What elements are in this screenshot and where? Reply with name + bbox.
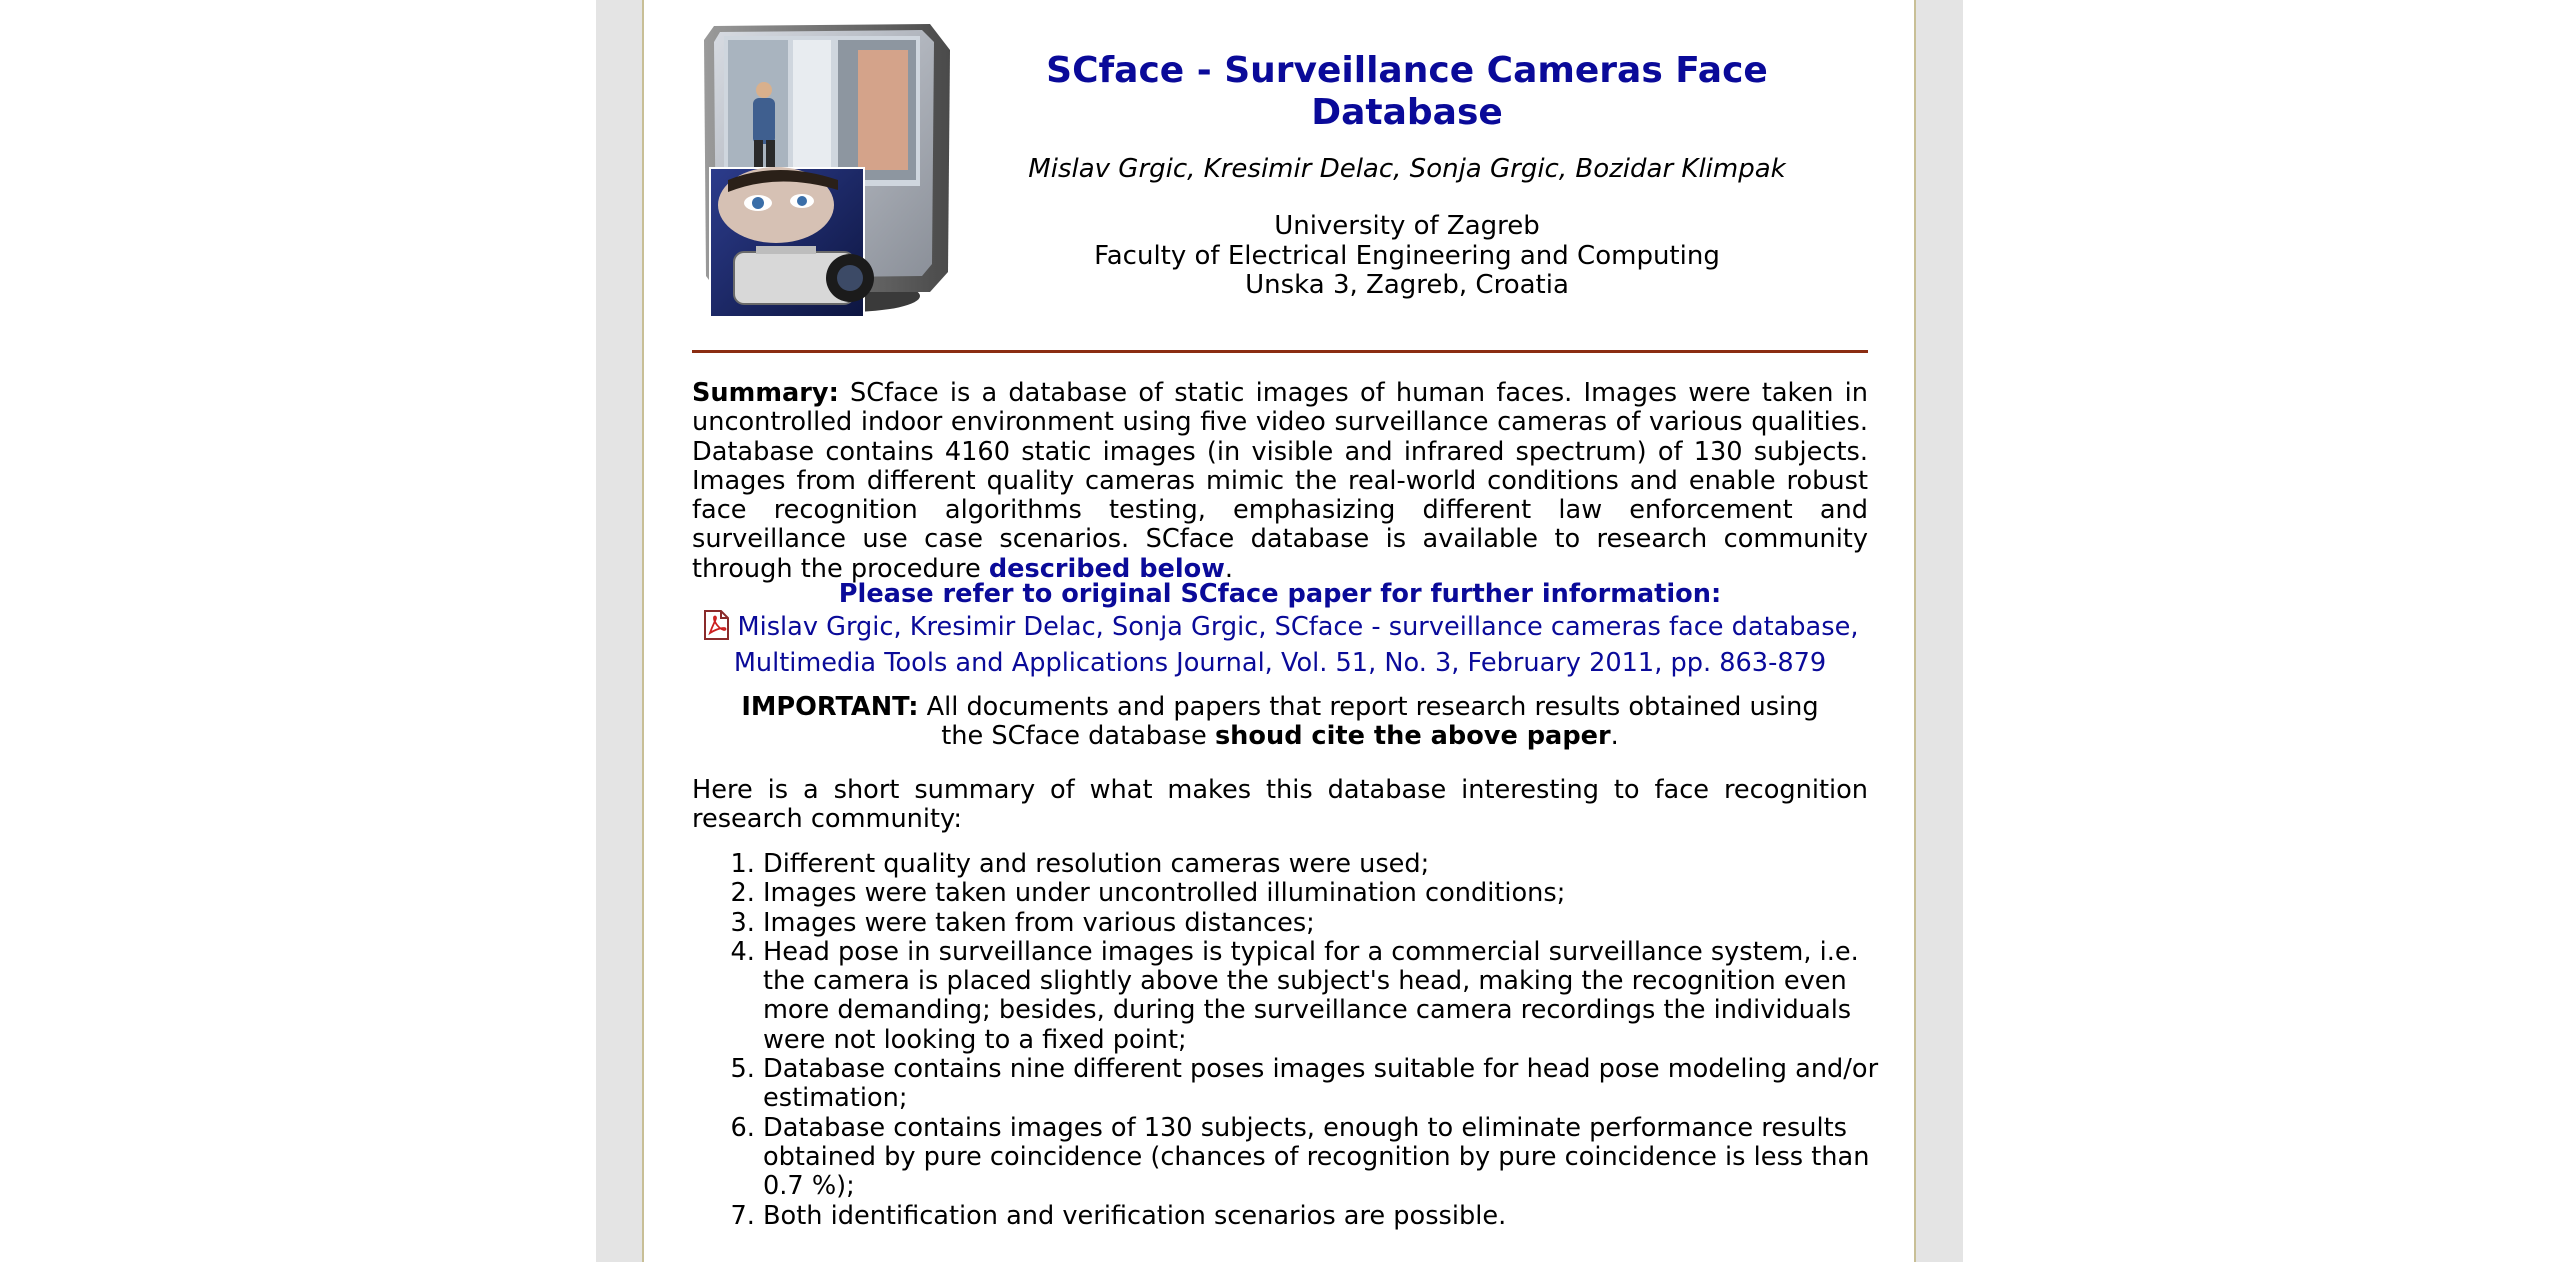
affiliation-university: University of Zagreb — [1274, 211, 1540, 241]
reference-heading: Please refer to original SCface paper for further information: — [838, 579, 1722, 609]
list-item: 3. Images were taken from various distances; — [763, 909, 1939, 938]
important-bold: shoud cite the above paper — [1214, 721, 1611, 752]
header-divider — [692, 350, 1868, 353]
paper-citation-line-1[interactable]: Mislav Grgic, Kresimir Delac, Sonja Grgic, SCface - surveillance cameras face database, — [737, 612, 1859, 642]
list-item: 1. Different quality and resolution cameras were used; — [763, 850, 1939, 879]
summary-label: Summary: — [692, 378, 839, 408]
list-item: 7. Both identification and verification scenarios are possible. — [763, 1202, 1939, 1231]
page-title: SCface - Surveillance Cameras Face Database — [1046, 50, 1768, 133]
list-item: 6. Database contains images of 130 subjects, enough to eliminate performance results obtained by pure coincidence (chances of recognition by pure coincidence is less than 0.7 %); — [763, 1114, 1939, 1202]
list-item: 4. Head pose in surveillance images is typical for a commercial surveillance system, i.e. the camera is placed slightly above the subject's head, making the recognition even more demanding; besides, during the surveillance camera recordings the individuals were not looking to a fixed point; — [763, 938, 1939, 1055]
summary-end: . — [1224, 553, 1234, 584]
important-line-1 — [692, 693, 1868, 722]
affiliation-address: Unska 3, Zagreb, Croatia — [1245, 270, 1569, 300]
surveillance-camera-collage-icon — [698, 20, 952, 316]
authors: Mislav Grgic, Kresimir Delac, Sonja Grgic, Bozidar Klimpak — [1028, 154, 1786, 184]
intro-paragraph: Here is a short summary of what makes this database interesting to face recognition research community: — [692, 775, 1868, 835]
list-item: 5. Database contains nine different poses images suitable for head pose modeling and/or estimation; — [763, 1055, 1939, 1114]
important-line-2 — [692, 722, 1868, 751]
important-text-1: All documents and papers that report research results obtained using — [918, 692, 1819, 722]
page-frame — [642, 0, 1916, 1262]
summary-text: SCface is a database of static images of human faces. Images were taken in uncontrolled indoor environment using five video surveillance cameras of various qualities. Database contains 4160 static images (in visible and infrared spectrum) of 130 subjects. Images from different quality cameras mimic the real-world conditions and enable robust face recognition algorithms testing, emphasizing different law enforcement and surveillance use case scenarios. SCface database is available to research community through the procedure — [692, 378, 1868, 584]
described-below-link[interactable]: described below — [988, 553, 1225, 584]
affiliation-faculty: Faculty of Electrical Engineering and Computing — [1094, 240, 1720, 271]
paper-citation-line-2[interactable]: Multimedia Tools and Applications Journal, Vol. 51, No. 3, February 2011, pp. 863-879 — [733, 648, 1827, 678]
summary-paragraph — [692, 379, 1868, 584]
page-header — [992, 0, 1822, 301]
pdf-icon[interactable] — [702, 610, 730, 648]
important-text-2: the SCface database — [941, 721, 1215, 752]
important-label: IMPORTANT: — [741, 692, 919, 722]
feature-list — [692, 850, 1939, 1231]
affiliation — [992, 212, 1822, 301]
paper-link[interactable] — [692, 610, 1868, 648]
paper-reference — [692, 579, 1868, 679]
important-notice — [692, 693, 1868, 752]
list-item: 2. Images were taken under uncontrolled illumination conditions; — [763, 879, 1939, 908]
important-end: . — [1610, 721, 1619, 752]
